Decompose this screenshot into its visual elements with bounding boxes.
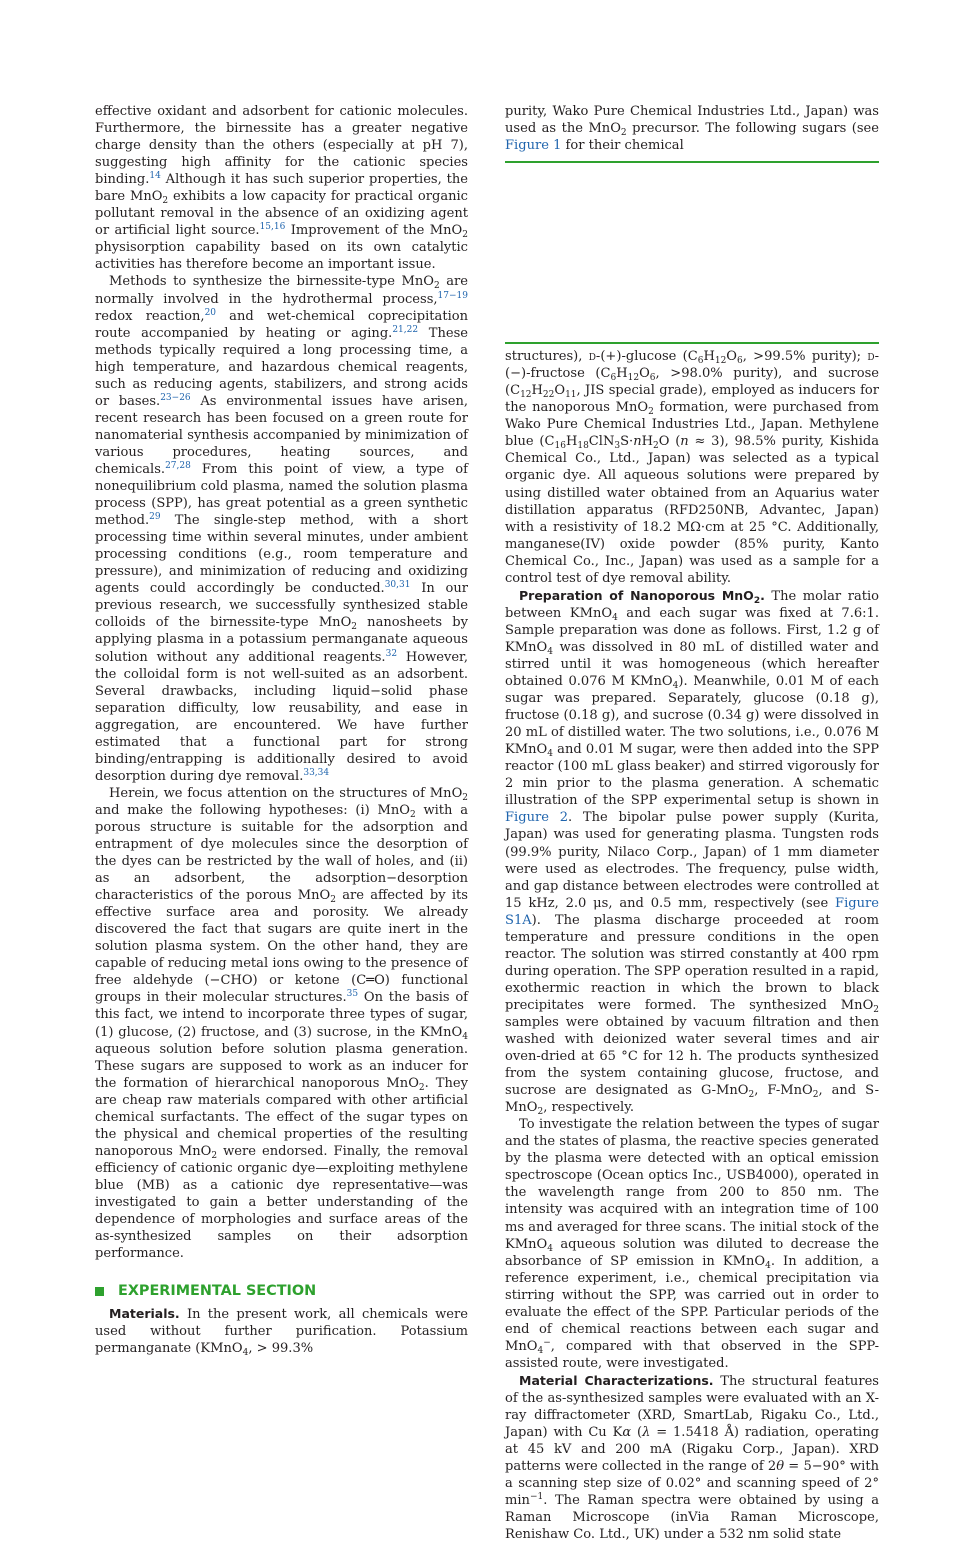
figure-bottom-rule — [505, 342, 879, 344]
citation-link[interactable]: 21,22 — [392, 324, 419, 335]
right-paragraph-1: purity, Wako Pure Chemical Industries Ltd., Japan) was used as the MnO$_2$ precursor. The following sugars (see Figure 1 for their chemical — [505, 104, 880, 154]
right-paragraph-preparation: Preparation of Nanoporous MnO$_2$. The molar ratio between KMnO$_4$ and each sugar was fixed at 7.6:1. Sample preparation was done as follows. First, 1.2 g of KMnO$_4$ was dissolved in 80 mL of distilled water and stirred until it was homogeneous (which hereafter obtained 0.076 M KMnO$_4$). Meanwhile, 0.01 M of each sugar was prepared. Separately, glucose (0.18 g), fructose (0.18 g), and sucrose (0.34 g) were dissolved in 20 mL of distilled water. The two solutions, i.e., 0.076 M KMnO$_4$ and 0.01 M sugar, were then added into the SPP reactor (100 mL glass beaker) and stirred vigorously for 2 min prior to the plasma generation. A schematic illustration of the SPP experimental setup is shown in Figure 2. The bipolar pulse power supply (Kurita, Japan) was used for generating plasma. Tungsten rods (99.9% purity, Nilaco Corp., Japan) of 1 mm diameter were used as electrodes. The frequency, pulse width, and gap distance between electrodes were controlled at 15 kHz, 2.0 μs, and 0.5 mm, respectively (see Figure S1A). The plasma discharge proceeded at room temperature and pressure conditions in the open reactor. The solution was stirred constantly at 400 rpm during operation. The SPP operation resulted in a rapid, exothermic reaction in which the brown to black precipitates were formed. The synthesized MnO$_2$ samples were obtained by vacuum filtration and then washed with deionized water several times and air oven-dried at 65 °C for 12 h. The products synthesized from the system containing glucose, fructose, and sucrose are designated as G-MnO$_2$, F-MnO$_2$, and S-MnO$_2$, respectively. — [505, 587, 880, 1118]
left-paragraph-1: effective oxidant and adsorbent for cationic molecules. Furthermore, the birnessite has a greater negative charge density than the others (especially at pH 7), suggesting high affinity for the cationic species binding.$^{14}$ Although it has such superior properties, the bare MnO$_2$ exhibits a low capacity for practical organic pollutant removal in the absence of an oxidizing agent or artificial light source.$^{15,16}$ Improvement of the MnO$_2$ physisorption capability based on its own catalytic activities has therefore become an important issue. — [95, 104, 468, 273]
figure-s1a-link[interactable]: Figure S1A — [505, 895, 879, 928]
figure-1-placeholder — [505, 161, 879, 344]
figure-top-rule — [505, 161, 879, 163]
runin-heading-materials: Materials. — [109, 1306, 180, 1322]
left-column — [95, 103, 468, 1357]
figure-1-link[interactable]: Figure 1 — [505, 138, 562, 154]
right-paragraph-characterizations: Material Characterizations. The structural features of the as-synthesized samples were evaluated with an X-ray diffractometer (XRD, SmartLab, Rigaku Co., Ltd., Japan) with Cu Kα (λ = 1.5418 Å) radiation, operating at 45 kV and 200 mA (Rigaku Corp., Japan). XRD patterns were collected in the range of 2θ = 5−90° with a scanning step size of 0.02° and scanning speed of 2° $\min^{-1}$. The Raman spectra were obtained by using a Raman Microscope (inVia Raman Microscope, Renishaw Co. Ltd., UK) under a 532 nm solid state — [505, 1372, 879, 1543]
runin-heading-preparation: Preparation of Nanoporous MnO$_2$. — [519, 587, 765, 606]
right-paragraph-emission: To investigate the relation between the types of sugar and the states of plasma, the reactive species generated by the plasma were detected with an optical emission spectroscope (Ocean optics Inc., USB4000), operated in the wavelength range from 200 to 850 nm. The intensity was acquired with an integration time of 100 ms and averaged for three scans. The initial stock of the KMnO$_4$ aqueous solution was diluted to decrease the absorbance of SP emission in KMnO$_4$. In addition, a reference experiment, i.e., chemical precipitation via stirring without the SPP, was carried out in order to evaluate the effect of the SPP. Particular periods of the end of chemical reactions between each sugar and MnO$_4$−, compared with that observed in the SPP-assisted route, were investigated. — [505, 1117, 879, 1371]
citation-link[interactable]: 15,16 — [259, 222, 286, 233]
right-paragraph-2: structures), d-(+)-glucose ($C_6H_{12}O_6$, >99.5% purity); d-(−)-fructose ($C_6H_{12}O_6$, >98.0% purity), and sucrose ($C_{12}H_{22}O_{11}$, JIS special grade), employed as inducers for the nanoporous MnO$_2$ formation, were purchased from Wako Pure Chemical Industries Ltd., Japan. Methylene blue ($C_{16}H_{18}ClN_3S\cdot nH_2O$ (n ≈ 3), 98.5% purity, Kishida Chemical Co., Ltd., Japan) was selected as a typical organic dye. All aqueous solutions were prepared by using distilled water obtained from an Aquarius water distillation apparatus (RFD250NB, Advantec, Japan) with a resistivity of 18.2 MΩ·cm at 25 °C. Additionally, manganese(IV) oxide powder (85% purity, Kanto Chemical Co., Inc., Japan) was used as a sample for a control test of dye removal ability. — [505, 349, 880, 586]
citation-link[interactable]: 30,31 — [384, 580, 411, 591]
citation-link[interactable]: 17−19 — [437, 290, 468, 301]
right-column — [505, 103, 879, 1543]
figure-2-link[interactable]: Figure 2 — [505, 810, 568, 826]
section-heading-experimental — [95, 1282, 468, 1300]
green-square-icon — [95, 1287, 104, 1296]
left-paragraph-2: Methods to synthesize the birnessite-type MnO$_2$ are normally involved in the hydrothermal process,$^{17-19}$ redox reaction,$^{20}$ and wet-chemical coprecipitation route accompanied by heating or aging.$^{21,22}$ These methods typically required a long processing time, a high temperature, and hazardous chemical reagents, such as reducing agents, stabilizers, and strong acids or bases.$^{23-26}$ As environmental issues have arisen, recent research has been focused on a green route for nanomaterial synthesis accompanied by minimization of various procedures, heating sources, and chemicals.$^{27,28}$ From this point of view, a type of nonequilibrium cold plasma, named the solution plasma process (SPP), has great potential as a green synthetic method.$^{29}$ The single-step method, with a short processing time within several minutes, under ambient processing conditions (e.g., room temperature and pressure), and minimization of reducing and oxidizing agents could accordingly be conducted.$^{30,31}$ In our previous research, we successfully synthesized stable colloids of the birnessite-type MnO$_2$ nanosheets by applying plasma in a potassium permanganate aqueous solution without any additional reagents.$^{32}$ However, the colloidal form is not well-suited as an adsorbent. Several drawbacks, including liquid−solid phase separation difficulty, low reusability, and ease in aggregation, are encountered. We have further estimated that a functional part for strong binding/entrapping is additionally desired to avoid desorption during dye removal.$^{33,34}$ — [95, 274, 469, 784]
citation-link[interactable]: 20 — [204, 307, 217, 318]
runin-heading-characterizations: Material Characterizations. — [519, 1372, 714, 1388]
citation-link[interactable]: 27,28 — [165, 460, 191, 471]
citation-link[interactable]: 23−26 — [160, 392, 191, 403]
citation-link[interactable]: 35 — [346, 989, 359, 1000]
citation-link[interactable]: 29 — [149, 512, 161, 523]
left-paragraph-materials: Materials. In the present work, all chemicals were used without further purification. Potassium permanganate (KMnO$_4$, > 99.3% — [95, 1306, 468, 1359]
citation-link[interactable]: 33,34 — [303, 767, 330, 778]
left-paragraph-3: Herein, we focus attention on the structures of MnO$_2$ and make the following hypotheses: (i) MnO$_2$ with a porous structure is suitable for the adsorption and entrapment of dye molecules since the desorption of the dyes can be restricted by the wall of holes, and (ii) as an adsorbent, the adsorption−desorption characteristics of the porous MnO$_2$ are affected by its effective surface area and porosity. We already discovered the fact that sugars are quite inert in the solution plasma system. On the other hand, they are capable of reducing metal ions owing to the presence of free aldehyde (−CHO) or ketone (C═O) functional groups in their molecular structures.$^{35}$ On the basis of this fact, we intend to incorporate three types of sugar, (1) glucose, (2) fructose, and (3) sucrose, in the KMnO$_4$ aqueous solution before solution plasma generation. These sugars are supposed to work as an inducer for the formation of hierarchical nanoporous MnO$_2$. They are cheap raw materials compared with other artificial chemical surfactants. The effect of the sugar types on the physical and chemical properties of the resulting nanoporous MnO$_2$ were endorsed. Finally, the removal efficiency of cationic organic dye—exploiting methylene blue (MB) as a cationic dye representative—was investigated to gain a better understanding of the dependence of morphologies and surface areas of the as-synthesized samples on their adsorption performance. — [95, 785, 469, 1262]
section-heading-text: EXPERIMENTAL SECTION — [118, 1283, 317, 1300]
citation-link[interactable]: 32 — [385, 648, 398, 659]
citation-link[interactable]: 14 — [149, 171, 161, 182]
